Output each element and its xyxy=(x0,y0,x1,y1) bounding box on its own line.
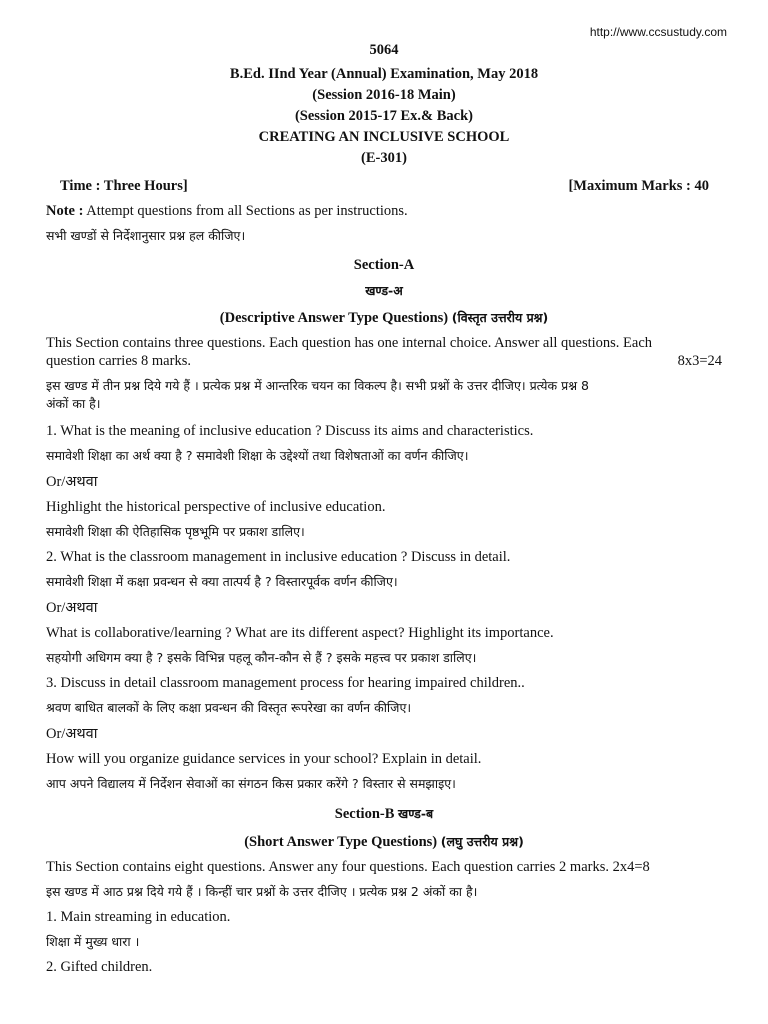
section-b-title-en: Section-B xyxy=(334,806,395,822)
question-a1-hindi: समावेशी शिक्षा का अर्थ क्या है ? समावेशी शिक्षा के उद्देश्यों तथा विशेषताओं का वर्णन कीजिए। xyxy=(46,448,469,463)
question-a3-alt-hindi: आप अपने विद्यालय में निर्देशन सेवाओं का संगठन किस प्रकार करेंगे ? विस्तार से समझाइए। xyxy=(46,776,456,791)
section-b-instructions: This Section contains eight questions. Answer any four questions. Each question carries 2 marks. 2x4=8 xyxy=(46,859,650,875)
paper-code: 5064 xyxy=(369,42,399,58)
qtype-en: (Descriptive Answer Type Questions) xyxy=(219,310,449,326)
question-b1: 1. Main streaming in education. xyxy=(46,909,231,925)
question-a3-hindi: श्रवण बाधित बालकों के लिए कक्षा प्रवन्धन की विस्तृत रूपरेखा का वर्णन कीजिए। xyxy=(46,700,412,715)
section-a-title: Section-A xyxy=(353,257,415,273)
exam-title: B.Ed. IInd Year (Annual) Examination, May 2018 xyxy=(229,66,539,82)
subject-code: (E-301) xyxy=(361,150,407,166)
note-label: Note : xyxy=(46,203,84,219)
note-hindi: सभी खण्डों से निर्देशानुसार प्रश्न हल कीजिए। xyxy=(46,228,246,243)
section-a-question-type xyxy=(46,309,722,327)
question-a1-alt-hindi: समावेशी शिक्षा की ऐतिहासिक पृष्ठभूमि पर प्रकाश डालिए। xyxy=(46,524,305,539)
question-a2-hindi: समावेशी शिक्षा में कक्षा प्रवन्धन से क्या तात्पर्य है ? विस्तारपूर्वक वर्णन कीजिए। xyxy=(46,574,398,589)
section-b-title xyxy=(46,805,722,823)
qtype-hi: (लघु उत्तरीय प्रश्न) xyxy=(440,834,524,849)
session-main: (Session 2016-18 Main) xyxy=(312,87,456,103)
question-b1-hindi: शिक्षा में मुख्य धारा । xyxy=(46,934,140,949)
question-a3-alt: How will you organize guidance services in your school? Explain in detail. xyxy=(46,751,482,767)
question-a2: 2. What is the classroom management in inclusive education ? Discuss in detail. xyxy=(46,549,511,565)
section-b-question-type xyxy=(46,833,722,851)
maximum-marks: [Maximum Marks : 40 xyxy=(568,178,709,194)
question-a3: 3. Discuss in detail classroom management process for hearing impaired children.. xyxy=(46,675,525,691)
section-b-title-hindi: खण्ड-ब xyxy=(398,806,434,821)
section-b-instructions-hindi: इस खण्ड में आठ प्रश्न दिये गये हैं । किन्हीं चार प्रश्नों के उत्तर दीजिए । प्रत्येक प्रश्न 2 अंकों का है। xyxy=(46,884,478,899)
note-text: Attempt questions from all Sections as per instructions. xyxy=(83,203,408,219)
question-a1-alt: Highlight the historical perspective of inclusive education. xyxy=(46,499,386,515)
question-b2: 2. Gifted children. xyxy=(46,959,153,975)
question-a2-alt-hindi: सहयोगी अधिगम क्या है ? इसके विभिन्न पहलू कौन-कौन से हैं ? इसके महत्त्व पर प्रकाश डालिए। xyxy=(46,650,477,665)
session-back: (Session 2015-17 Ex.& Back) xyxy=(294,108,474,124)
exam-paper xyxy=(46,40,722,976)
qtype-en: (Short Answer Type Questions) xyxy=(244,834,438,850)
or-separator: Or/अथवा xyxy=(46,726,98,742)
subject-title: CREATING AN INCLUSIVE SCHOOL xyxy=(258,129,510,145)
section-a-marks: 8x3=24 xyxy=(677,353,722,369)
question-a1: 1. What is the meaning of inclusive education ? Discuss its aims and characteristics. xyxy=(46,423,534,439)
section-a-instructions-1: This Section contains three questions. Each question has one internal choice. Answer all questions. Each xyxy=(46,335,653,351)
source-url: http://www.ccsustudy.com xyxy=(589,25,727,39)
section-a-instructions-hindi-2: अंकों का है। xyxy=(46,396,101,411)
section-a-instructions-2: question carries 8 marks. xyxy=(46,353,191,369)
question-a2-alt: What is collaborative/learning ? What are its different aspect? Highlight its importance. xyxy=(46,625,554,641)
time-allowed: Time : Three Hours] xyxy=(60,178,188,194)
time-marks-row xyxy=(46,178,722,195)
section-a-instructions-hindi-1: इस खण्ड में तीन प्रश्न दिये गये हैं । प्रत्येक प्रश्न में आन्तरिक चयन का विकल्प है। सभी प्रश्नों के उत्तर दीजिए। प्रत्येक प्रश्न 8 xyxy=(46,378,590,393)
section-a-instructions-2-row xyxy=(46,352,722,370)
or-separator: Or/अथवा xyxy=(46,600,98,616)
or-separator: Or/अथवा xyxy=(46,474,98,490)
note xyxy=(46,202,722,220)
qtype-hi: (विस्तृत उत्तरीय प्रश्न) xyxy=(451,310,549,325)
section-a-title-hindi: खण्ड-अ xyxy=(365,283,403,298)
